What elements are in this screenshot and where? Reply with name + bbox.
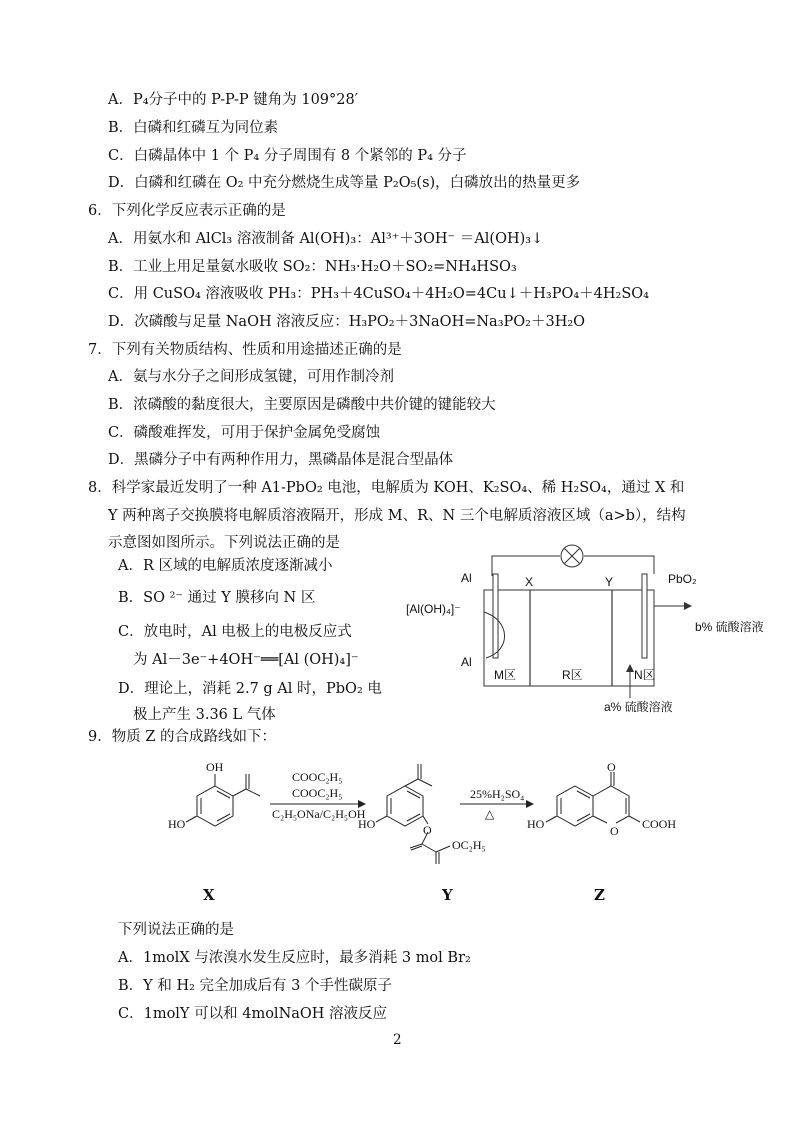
pbo2-electrode	[642, 574, 647, 658]
reaction-arrow-2-head	[526, 800, 534, 808]
q8-option-d-line1: D．理论上，消耗 2.7 g Al 时，PbO₂ 电	[118, 681, 382, 697]
q6-option-c: C．用 CuSO₄ 溶液吸收 PH₃：PH₃＋4CuSO₄＋4H₂O=4Cu↓＋H₃PO₄＋4H₂SO₄	[108, 286, 649, 302]
circuit-wire	[492, 556, 560, 576]
q7-stem: 7．下列有关物质结构、性质和用途描述正确的是	[88, 342, 402, 358]
label-membrane-x: X	[525, 575, 534, 589]
compound-z-name: Z	[594, 886, 605, 904]
label-b-acid: b% 硫酸溶液	[695, 620, 764, 634]
z-o-label: O	[607, 760, 616, 774]
reagent-1b: COOC₂H₅	[292, 786, 343, 800]
label-n-zone: N区	[634, 668, 655, 682]
al-electrode	[493, 574, 498, 658]
inlet-arrow-head	[626, 664, 634, 672]
q8-stem-line2: Y 两种离子交换膜将电解质溶液隔开，形成 M、R、N 三个电解质溶液区域（a>b），结构	[108, 508, 686, 524]
label-aloh4: [Al(OH)₄]⁻	[406, 602, 461, 616]
synthesis-scheme	[160, 752, 720, 872]
label-al-top: Al	[461, 571, 472, 585]
y-oc2h5-label: OC₂H₅	[452, 838, 486, 852]
reagent-2b: △	[485, 807, 495, 821]
reagent-1c: C₂H₅ONa/C₂H₅OH	[272, 807, 366, 821]
q8-stem-line3: 示意图如图所示。下列说法正确的是	[108, 535, 340, 551]
outlet-arrow-head	[684, 602, 692, 610]
q6-option-a: A．用氨水和 AlCl₃ 溶液制备 Al(OH)₃：Al³⁺＋3OH⁻ ＝Al(OH)₃↓	[108, 231, 544, 247]
y-o-label: O	[423, 823, 432, 837]
q7-option-a: A．氨与水分子之间形成氢键，可用作制冷剂	[108, 369, 394, 385]
q6-stem: 6．下列化学反应表示正确的是	[88, 203, 286, 219]
lamp-icon	[561, 545, 583, 567]
label-membrane-y: Y	[605, 575, 614, 589]
q8-option-b: B．SO ²⁻ 通过 Y 膜移向 N 区	[118, 590, 316, 606]
q9-stem: 9．物质 Z 的合成路线如下：	[88, 729, 277, 745]
q5-option-b: B．白磷和红磷互为同位素	[108, 120, 279, 136]
page-number: 2	[393, 1032, 402, 1048]
y-ho-label: HO	[358, 817, 376, 831]
label-a-acid: a% 硫酸溶液	[604, 700, 673, 714]
q8-option-c-line2: 为 Al－3e⁻+4OH⁻══[Al (OH)₄]⁻	[133, 652, 359, 668]
z-cooh-label: COOH	[642, 817, 677, 831]
q9-option-c: C．1molY 可以和 4molNaOH 溶液反应	[118, 1006, 388, 1022]
q8-option-d-line2: 极上产生 3.36 L 气体	[133, 707, 276, 723]
q8-option-c-line1: C．放电时，Al 电极上的电极反应式	[118, 624, 352, 640]
molecule-x	[186, 774, 260, 826]
reagent-1a: COOC₂H₅	[292, 770, 343, 784]
label-al-bottom: Al	[461, 655, 472, 669]
x-oh-label: OH	[206, 760, 224, 774]
q9-option-b: B．Y 和 H₂ 完全加成后有 3 个手性碳原子	[118, 978, 392, 994]
q5-option-d: D．白磷和红磷在 O₂ 中充分燃烧生成等量 P₂O₅(s)，白磷放出的热量更多	[108, 175, 581, 191]
label-r-zone: R区	[562, 668, 583, 682]
q9-substem: 下列说法正确的是	[118, 922, 234, 938]
q6-option-b: B．工业上用足量氨水吸收 SO₂：NH₃·H₂O＋SO₂=NH₄HSO₃	[108, 259, 517, 275]
label-pbo2: PbO₂	[668, 572, 697, 586]
circuit-wire-right	[584, 556, 654, 574]
z-ring-o-label: O	[610, 824, 619, 838]
x-ho-label: HO	[168, 817, 186, 831]
molecule-y	[376, 764, 450, 864]
reagent-2a: 25%H₂SO₄	[470, 787, 525, 801]
compound-y-name: Y	[442, 886, 453, 904]
q6-option-d: D．次磷酸与足量 NaOH 溶液反应：H₃PO₂＋3NaOH=Na₃PO₂＋3H₂O	[108, 314, 586, 330]
z-ho-label: HO	[527, 817, 545, 831]
q8-stem-line1: 8．科学家最近发明了一种 A1-PbO₂ 电池，电解质为 KOH、K₂SO₄、稀 H₂SO₄，通过 X 和	[88, 480, 685, 496]
q9-option-a: A．1molX 与浓溴水发生反应时，最多消耗 3 mol Br₂	[118, 950, 471, 966]
q8-option-a: A．R 区域的电解质浓度逐渐减小	[118, 558, 333, 574]
q7-option-b: B．浓磷酸的黏度很大，主要原因是磷酸中共价键的键能较大	[108, 397, 496, 413]
q7-option-d: D．黑磷分子中有两种作用力，黑磷晶体是混合型晶体	[108, 452, 454, 468]
compound-x-name: X	[203, 886, 215, 904]
q5-option-c: C．白磷晶体中 1 个 P₄ 分子周围有 8 个紧邻的 P₄ 分子	[108, 148, 467, 164]
q5-option-a: A．P₄分子中的 P-P-P 键角为 109°28′	[108, 92, 359, 108]
label-m-zone: M区	[494, 668, 516, 682]
molecule-z	[546, 772, 640, 826]
q7-option-c: C．磷酸难挥发，可用于保护金属免受腐蚀	[108, 425, 381, 441]
